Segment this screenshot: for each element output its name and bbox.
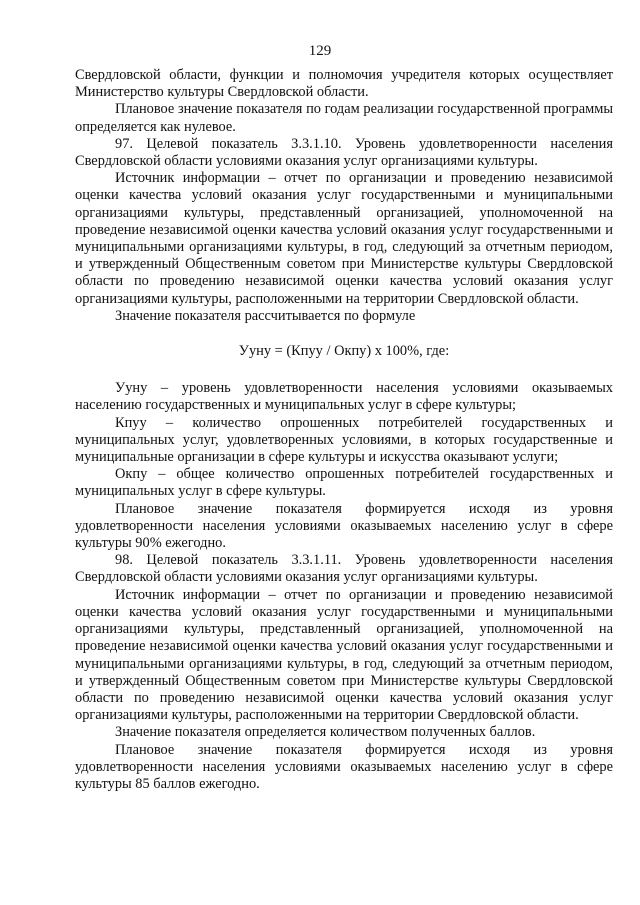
paragraph-planned-value-zero: Плановое значение показателя по годам реализации государственной программы определяется как нулевое. [75, 101, 613, 135]
paragraph-continuation: Свердловской области, функции и полномочия учредителя которых осуществляет Министерство культуры Свердловской области. [75, 67, 613, 101]
paragraph-def-uunu: Ууну – уровень удовлетворенности населения условиями оказываемых населению государственных и муниципальных услуг в сфере культуры; [75, 380, 613, 414]
paragraph-indicator-98: 98. Целевой показатель 3.3.1.11. Уровень удовлетворенности населения Свердловской области условиями оказания услуг организациями культуры. [75, 552, 613, 586]
formula: Ууну = (Кпуу / Окпу) х 100%, где: [238, 343, 450, 360]
paragraph-formula-intro: Значение показателя рассчитывается по формуле [115, 307, 416, 324]
paragraph-source-98: Источник информации – отчет по организации и проведению независимой оценки качества условий оказания услуг государственными и муниципальными организациями культуры, представленный организацией, уполномоченной на проведение независимой оценки качества условий оказания услуг государственными и муниципальными организациями культуры, в год, следующий за отчетным периодом, и утвержденный Общественным советом при Министерстве культуры Свердловской области по проведению независимой оценки качества условий оказания услуг организациями культуры, расположенными на территории Свердловской области. [75, 586, 613, 724]
paragraph-points: Значение показателя определяется количеством полученных баллов. [115, 724, 536, 741]
paragraph-source-97: Источник информации – отчет по организации и проведению независимой оценки качества условий оказания услуг государственными и муниципальными организациями культуры, представленный организацией, уполномоченной на проведение независимой оценки качества условий оказания услуг государственными и муниципальными организациями культуры, в год, следующий за отчетным периодом, и утвержденный Общественным советом при Министерстве культуры Свердловской области по проведению независимой оценки качества условий оказания услуг организациями культуры, расположенными на территории Свердловской области. [75, 170, 613, 307]
paragraph-indicator-97: 97. Целевой показатель 3.3.1.10. Уровень удовлетворенности населения Свердловской области условиями оказания услуг организациями культуры. [75, 135, 613, 170]
paragraph-planned-value-90: Плановое значение показателя формируется исходя из уровня удовлетворенности населения условиями оказываемых населению услуг в сфере культуры 90% ежегодно. [75, 500, 613, 552]
document-body [75, 67, 613, 793]
page-number: 129 [308, 43, 332, 59]
paragraph-planned-value-85: Плановое значение показателя формируется исходя из уровня удовлетворенности населения условиями оказываемых населению услуг в сфере культуры 85 баллов ежегодно. [75, 741, 613, 792]
paragraph-def-kpuu: Кпуу – количество опрошенных потребителей государственных и муниципальных услуг, удовлетворенных условиями, в которых государственные и муниципальные организации в сфере культуры и искусства оказывают услуги; [75, 414, 613, 466]
paragraph-def-okpu: Окпу – общее количество опрошенных потребителей государственных и муниципальных услуг в сфере культуры. [75, 466, 613, 500]
